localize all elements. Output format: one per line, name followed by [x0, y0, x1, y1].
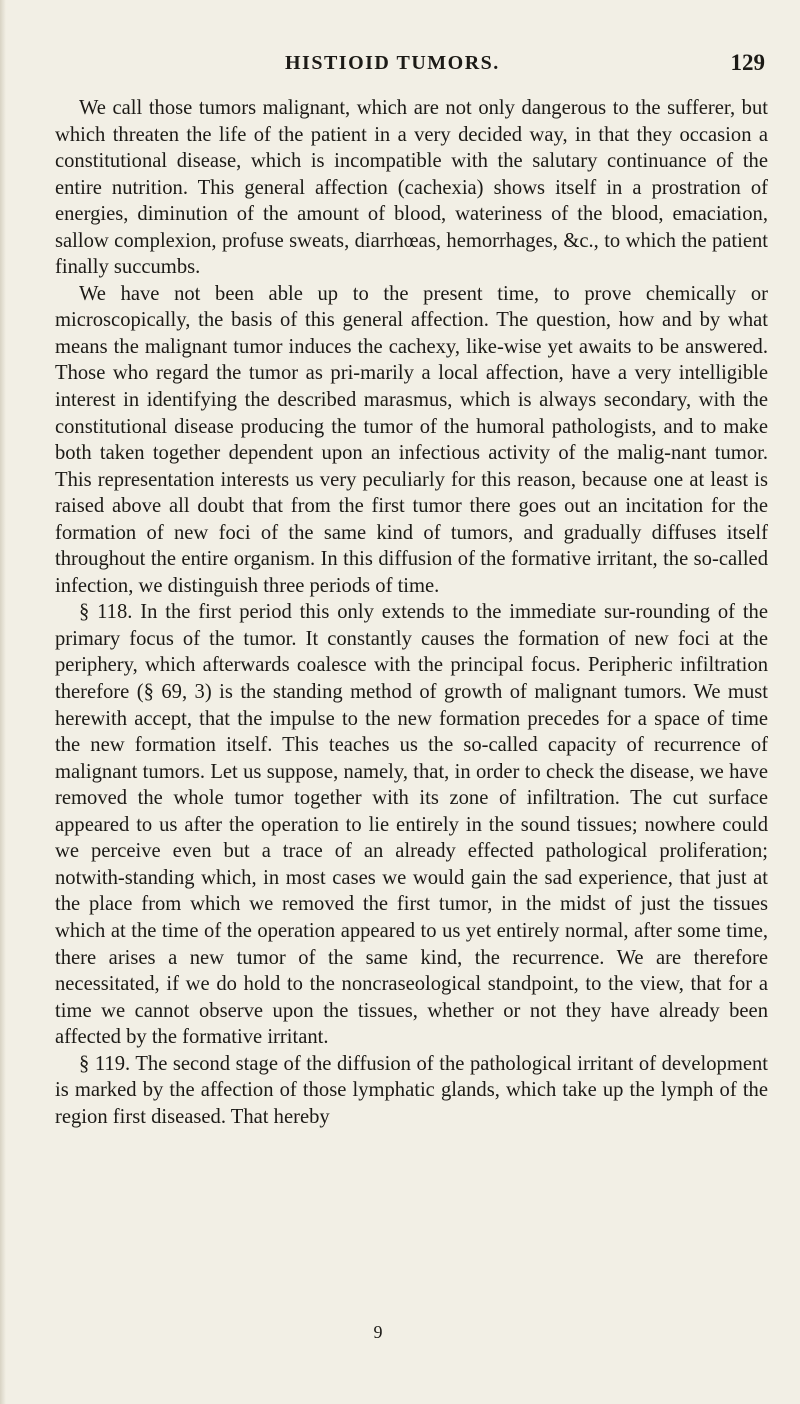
body-text [55, 95, 768, 1130]
page-edge-shadow [0, 0, 6, 1404]
signature-mark [0, 1322, 800, 1343]
signature-mark-text: 9 [373, 1322, 383, 1342]
paragraph-general-affection: We have not been able up to the present time, to prove chemically or microscopically, the basis of this general affection. The question, how and by what means the malignant tumor induces the cachexy, like-wise yet awaits to be answered. Those who regard the tumor as pri-marily a local affection, have a very intelligible interest in identifying the described marasmus, which is always secondary, with the constitutional disease producing the tumor of the humoral pathologists, and to make both taken together dependent upon an infectious activity of the malig-nant tumor. This representation interests us very peculiarly for this reason, because one at least is raised above all doubt that from the first tumor there goes out an incitation for the formation of new foci of the same kind of tumors, and gradually diffuses itself throughout the entire organism. In this diffusion of the formative irritant, the so-called infection, we distinguish three periods of time. [55, 282, 768, 597]
page-number: 129 [730, 50, 765, 75]
paragraph-section-118: § 118. In the first period this only extends to the immediate sur-rounding of the primary focus of the tumor. It constantly causes the formation of new foci at the periphery, which afterwards coalesce with the principal focus. Peripheric infiltration therefore (§ 69, 3) is the standing method of growth of malignant tumors. We must herewith accept, that the impulse to the new formation precedes for a space of time the new formation itself. This teaches us the so-called capacity of recurrence of malignant tumors. Let us suppose, namely, that, in order to check the disease, we have removed the whole tumor together with its zone of infiltration. The cut surface appeared to us after the operation to lie entirely in the sound tissues; nowhere could we perceive even but a trace of an already effected pathological proliferation; notwith-standing which, in most cases we would gain the sad experience, that just at the place from which we removed the first tumor, in the midst of just the tissues which at the time of the operation appeared to us yet entirely normal, after some time, there arises a new tumor of the same kind, the recurrence. We are therefore necessitated, if we do hold to the noncraseological standpoint, to the view, that for a time we cannot observe upon the tissues, whether or not they have already been affected by the formative irritant. [55, 601, 768, 1049]
paragraph-malignant-definition: We call those tumors malignant, which are not only dangerous to the sufferer, but which threaten the life of the patient in a very decided way, in that they occasion a constitutional disease, which is incompatible with the salutary continuance of the entire nutrition. This general affection (cachexia) shows itself in a prostration of energies, diminution of the amount of blood, wateriness of the blood, emaciation, sallow complexion, profuse sweats, diarrhœas, hemorrhages, &c., to which the patient finally succumbs. [55, 97, 768, 279]
running-head [55, 52, 765, 82]
running-head-title: HISTIOID TUMORS. [285, 52, 500, 74]
paragraph-section-119: § 119. The second stage of the diffusion of the pathological irritant of development is marked by the affection of those lymphatic glands, which take up the lymph of the region first diseased. That hereby [55, 1052, 768, 1128]
